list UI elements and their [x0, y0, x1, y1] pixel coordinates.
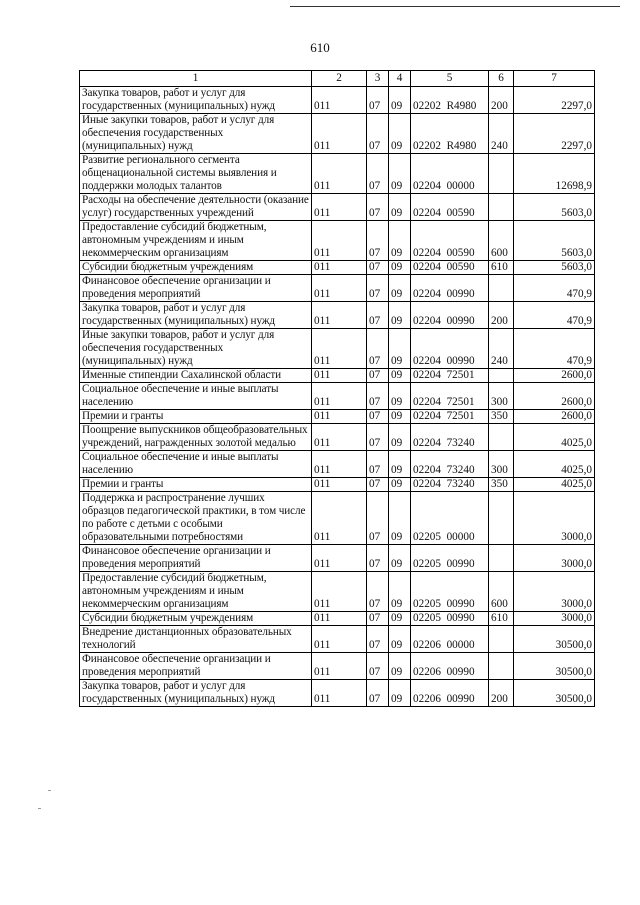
- amount-cell: 3000,0: [514, 492, 595, 545]
- table-row: [80, 302, 595, 329]
- admin-code-cell: 011: [312, 572, 367, 612]
- amount-cell: 4025,0: [514, 451, 595, 478]
- subsection-code-cell: 09: [389, 424, 411, 451]
- amount-cell: 470,9: [514, 275, 595, 302]
- table-row: [80, 221, 595, 261]
- admin-code-cell: 011: [312, 369, 367, 383]
- article-code-cell: 02204 00990: [411, 329, 489, 369]
- table-row: [80, 492, 595, 545]
- amount-cell: 5603,0: [514, 194, 595, 221]
- row-name-cell: Социальное обеспечение и иные выплаты населению: [80, 383, 312, 410]
- row-name-cell: Поддержка и распространение лучших образцов педагогической практики, в том числе по работе с детьми с особыми образовательными потребностями: [80, 492, 312, 545]
- article-code-cell: 02204 73240: [411, 424, 489, 451]
- column-header: 6: [489, 71, 514, 87]
- article-code-cell: 02206 00000: [411, 626, 489, 653]
- admin-code-cell: 011: [312, 626, 367, 653]
- column-header: 7: [514, 71, 595, 87]
- table-body: [80, 87, 595, 707]
- article-code-cell: 02202 R4980: [411, 87, 489, 114]
- row-name-cell: Финансовое обеспечение организации и проведения мероприятий: [80, 545, 312, 572]
- table-row: [80, 383, 595, 410]
- table-row: [80, 275, 595, 302]
- admin-code-cell: 011: [312, 114, 367, 154]
- row-name-cell: Предоставление субсидий бюджетным, автономным учреждениям и иным некоммерческим организациям: [80, 572, 312, 612]
- admin-code-cell: 011: [312, 492, 367, 545]
- row-name-cell: Субсидии бюджетным учреждениям: [80, 612, 312, 626]
- expense-type-cell: 200: [489, 87, 514, 114]
- expense-type-cell: 200: [489, 302, 514, 329]
- section-code-cell: 07: [367, 545, 389, 572]
- admin-code-cell: 011: [312, 478, 367, 492]
- table-row: [80, 329, 595, 369]
- subsection-code-cell: 09: [389, 221, 411, 261]
- section-code-cell: 07: [367, 221, 389, 261]
- margin-mark: [38, 808, 41, 809]
- subsection-code-cell: 09: [389, 626, 411, 653]
- subsection-code-cell: 09: [389, 114, 411, 154]
- section-code-cell: 07: [367, 369, 389, 383]
- amount-cell: 2600,0: [514, 383, 595, 410]
- admin-code-cell: 011: [312, 275, 367, 302]
- expense-type-cell: 600: [489, 572, 514, 612]
- table-row: [80, 545, 595, 572]
- expense-type-cell: [489, 626, 514, 653]
- section-code-cell: 07: [367, 612, 389, 626]
- amount-cell: 30500,0: [514, 680, 595, 707]
- subsection-code-cell: 09: [389, 275, 411, 302]
- admin-code-cell: 011: [312, 194, 367, 221]
- amount-cell: 4025,0: [514, 478, 595, 492]
- expense-type-cell: 610: [489, 261, 514, 275]
- admin-code-cell: 011: [312, 545, 367, 572]
- expense-type-cell: 300: [489, 383, 514, 410]
- subsection-code-cell: 09: [389, 653, 411, 680]
- column-header: 3: [367, 71, 389, 87]
- table-row: [80, 369, 595, 383]
- row-name-cell: Премии и гранты: [80, 478, 312, 492]
- section-code-cell: 07: [367, 653, 389, 680]
- section-code-cell: 07: [367, 114, 389, 154]
- article-code-cell: 02204 00990: [411, 275, 489, 302]
- row-name-cell: Именные стипендии Сахалинской области: [80, 369, 312, 383]
- admin-code-cell: 011: [312, 302, 367, 329]
- row-name-cell: Закупка товаров, работ и услуг для государственных (муниципальных) нужд: [80, 680, 312, 707]
- row-name-cell: Предоставление субсидий бюджетным, автономным учреждениям и иным некоммерческим организациям: [80, 221, 312, 261]
- table-row: [80, 154, 595, 194]
- amount-cell: 4025,0: [514, 424, 595, 451]
- row-name-cell: Поощрение выпускников общеобразовательных учреждений, награжденных золотой медалью: [80, 424, 312, 451]
- article-code-cell: 02205 00000: [411, 492, 489, 545]
- expense-type-cell: 600: [489, 221, 514, 261]
- expense-type-cell: 300: [489, 451, 514, 478]
- article-code-cell: 02204 00590: [411, 261, 489, 275]
- subsection-code-cell: 09: [389, 572, 411, 612]
- expense-type-cell: [489, 154, 514, 194]
- subsection-code-cell: 09: [389, 612, 411, 626]
- admin-code-cell: 011: [312, 87, 367, 114]
- row-name-cell: Закупка товаров, работ и услуг для государственных (муниципальных) нужд: [80, 87, 312, 114]
- expense-type-cell: [489, 653, 514, 680]
- table-row: [80, 653, 595, 680]
- margin-mark: [48, 790, 51, 791]
- section-code-cell: 07: [367, 572, 389, 612]
- amount-cell: 3000,0: [514, 572, 595, 612]
- row-name-cell: Премии и гранты: [80, 410, 312, 424]
- amount-cell: 3000,0: [514, 612, 595, 626]
- section-code-cell: 07: [367, 492, 389, 545]
- section-code-cell: 07: [367, 478, 389, 492]
- table-row: [80, 680, 595, 707]
- table-row: [80, 451, 595, 478]
- expense-type-cell: 350: [489, 478, 514, 492]
- admin-code-cell: 011: [312, 653, 367, 680]
- article-code-cell: 02204 00590: [411, 221, 489, 261]
- column-header: 5: [411, 71, 489, 87]
- table-row: [80, 194, 595, 221]
- amount-cell: 30500,0: [514, 653, 595, 680]
- article-code-cell: 02204 72501: [411, 410, 489, 424]
- column-header: 1: [80, 71, 312, 87]
- admin-code-cell: 011: [312, 221, 367, 261]
- table-row: [80, 612, 595, 626]
- section-code-cell: 07: [367, 451, 389, 478]
- article-code-cell: 02202 R4980: [411, 114, 489, 154]
- subsection-code-cell: 09: [389, 410, 411, 424]
- article-code-cell: 02204 00990: [411, 302, 489, 329]
- budget-table: [79, 70, 595, 707]
- row-name-cell: Финансовое обеспечение организации и проведения мероприятий: [80, 275, 312, 302]
- subsection-code-cell: 09: [389, 329, 411, 369]
- amount-cell: 2600,0: [514, 410, 595, 424]
- admin-code-cell: 011: [312, 424, 367, 451]
- expense-type-cell: 610: [489, 612, 514, 626]
- table-row: [80, 626, 595, 653]
- section-code-cell: 07: [367, 680, 389, 707]
- row-name-cell: Субсидии бюджетным учреждениям: [80, 261, 312, 275]
- amount-cell: 3000,0: [514, 545, 595, 572]
- expense-type-cell: [489, 545, 514, 572]
- row-name-cell: Иные закупки товаров, работ и услуг для обеспечения государственных (муниципальных) нужд: [80, 114, 312, 154]
- expense-type-cell: 240: [489, 114, 514, 154]
- row-name-cell: Закупка товаров, работ и услуг для государственных (муниципальных) нужд: [80, 302, 312, 329]
- expense-type-cell: 240: [489, 329, 514, 369]
- section-code-cell: 07: [367, 275, 389, 302]
- subsection-code-cell: 09: [389, 369, 411, 383]
- subsection-code-cell: 09: [389, 451, 411, 478]
- article-code-cell: 02205 00990: [411, 612, 489, 626]
- expense-type-cell: [489, 369, 514, 383]
- admin-code-cell: 011: [312, 383, 367, 410]
- column-header: 4: [389, 71, 411, 87]
- section-code-cell: 07: [367, 626, 389, 653]
- article-code-cell: 02205 00990: [411, 572, 489, 612]
- article-code-cell: 02205 00990: [411, 545, 489, 572]
- expense-type-cell: [489, 275, 514, 302]
- subsection-code-cell: 09: [389, 545, 411, 572]
- section-code-cell: 07: [367, 302, 389, 329]
- subsection-code-cell: 09: [389, 680, 411, 707]
- row-name-cell: Расходы на обеспечение деятельности (оказание услуг) государственных учреждений: [80, 194, 312, 221]
- amount-cell: 5603,0: [514, 221, 595, 261]
- table-row: [80, 114, 595, 154]
- expense-type-cell: 200: [489, 680, 514, 707]
- table-row: [80, 572, 595, 612]
- column-header: 2: [312, 71, 367, 87]
- table-row: [80, 424, 595, 451]
- section-code-cell: 07: [367, 329, 389, 369]
- article-code-cell: 02204 73240: [411, 451, 489, 478]
- row-name-cell: Внедрение дистанционных образовательных технологий: [80, 626, 312, 653]
- article-code-cell: 02206 00990: [411, 653, 489, 680]
- admin-code-cell: 011: [312, 261, 367, 275]
- article-code-cell: 02204 00000: [411, 154, 489, 194]
- subsection-code-cell: 09: [389, 492, 411, 545]
- table-row: [80, 261, 595, 275]
- amount-cell: 2600,0: [514, 369, 595, 383]
- admin-code-cell: 011: [312, 154, 367, 194]
- table-row: [80, 410, 595, 424]
- top-rule: [290, 6, 620, 7]
- amount-cell: 470,9: [514, 329, 595, 369]
- article-code-cell: 02206 00990: [411, 680, 489, 707]
- section-code-cell: 07: [367, 87, 389, 114]
- table-row: [80, 87, 595, 114]
- expense-type-cell: [489, 424, 514, 451]
- row-name-cell: Иные закупки товаров, работ и услуг для обеспечения государственных (муниципальных) нужд: [80, 329, 312, 369]
- section-code-cell: 07: [367, 410, 389, 424]
- amount-cell: 2297,0: [514, 87, 595, 114]
- section-code-cell: 07: [367, 424, 389, 451]
- subsection-code-cell: 09: [389, 194, 411, 221]
- amount-cell: 2297,0: [514, 114, 595, 154]
- section-code-cell: 07: [367, 261, 389, 275]
- section-code-cell: 07: [367, 154, 389, 194]
- expense-type-cell: [489, 194, 514, 221]
- subsection-code-cell: 09: [389, 302, 411, 329]
- subsection-code-cell: 09: [389, 478, 411, 492]
- section-code-cell: 07: [367, 194, 389, 221]
- admin-code-cell: 011: [312, 451, 367, 478]
- article-code-cell: 02204 72501: [411, 383, 489, 410]
- section-code-cell: 07: [367, 383, 389, 410]
- amount-cell: 30500,0: [514, 626, 595, 653]
- row-name-cell: Финансовое обеспечение организации и проведения мероприятий: [80, 653, 312, 680]
- admin-code-cell: 011: [312, 612, 367, 626]
- admin-code-cell: 011: [312, 329, 367, 369]
- page-number: 610: [310, 40, 330, 55]
- expense-type-cell: [489, 492, 514, 545]
- amount-cell: 470,9: [514, 302, 595, 329]
- subsection-code-cell: 09: [389, 87, 411, 114]
- subsection-code-cell: 09: [389, 261, 411, 275]
- admin-code-cell: 011: [312, 410, 367, 424]
- article-code-cell: 02204 73240: [411, 478, 489, 492]
- subsection-code-cell: 09: [389, 383, 411, 410]
- article-code-cell: 02204 00590: [411, 194, 489, 221]
- amount-cell: 5603,0: [514, 261, 595, 275]
- admin-code-cell: 011: [312, 680, 367, 707]
- amount-cell: 12698,9: [514, 154, 595, 194]
- row-name-cell: Социальное обеспечение и иные выплаты населению: [80, 451, 312, 478]
- article-code-cell: 02204 72501: [411, 369, 489, 383]
- expense-type-cell: 350: [489, 410, 514, 424]
- header-row: [80, 71, 595, 87]
- row-name-cell: Развитие регионального сегмента общенациональной системы выявления и поддержки молодых талантов: [80, 154, 312, 194]
- table-row: [80, 478, 595, 492]
- subsection-code-cell: 09: [389, 154, 411, 194]
